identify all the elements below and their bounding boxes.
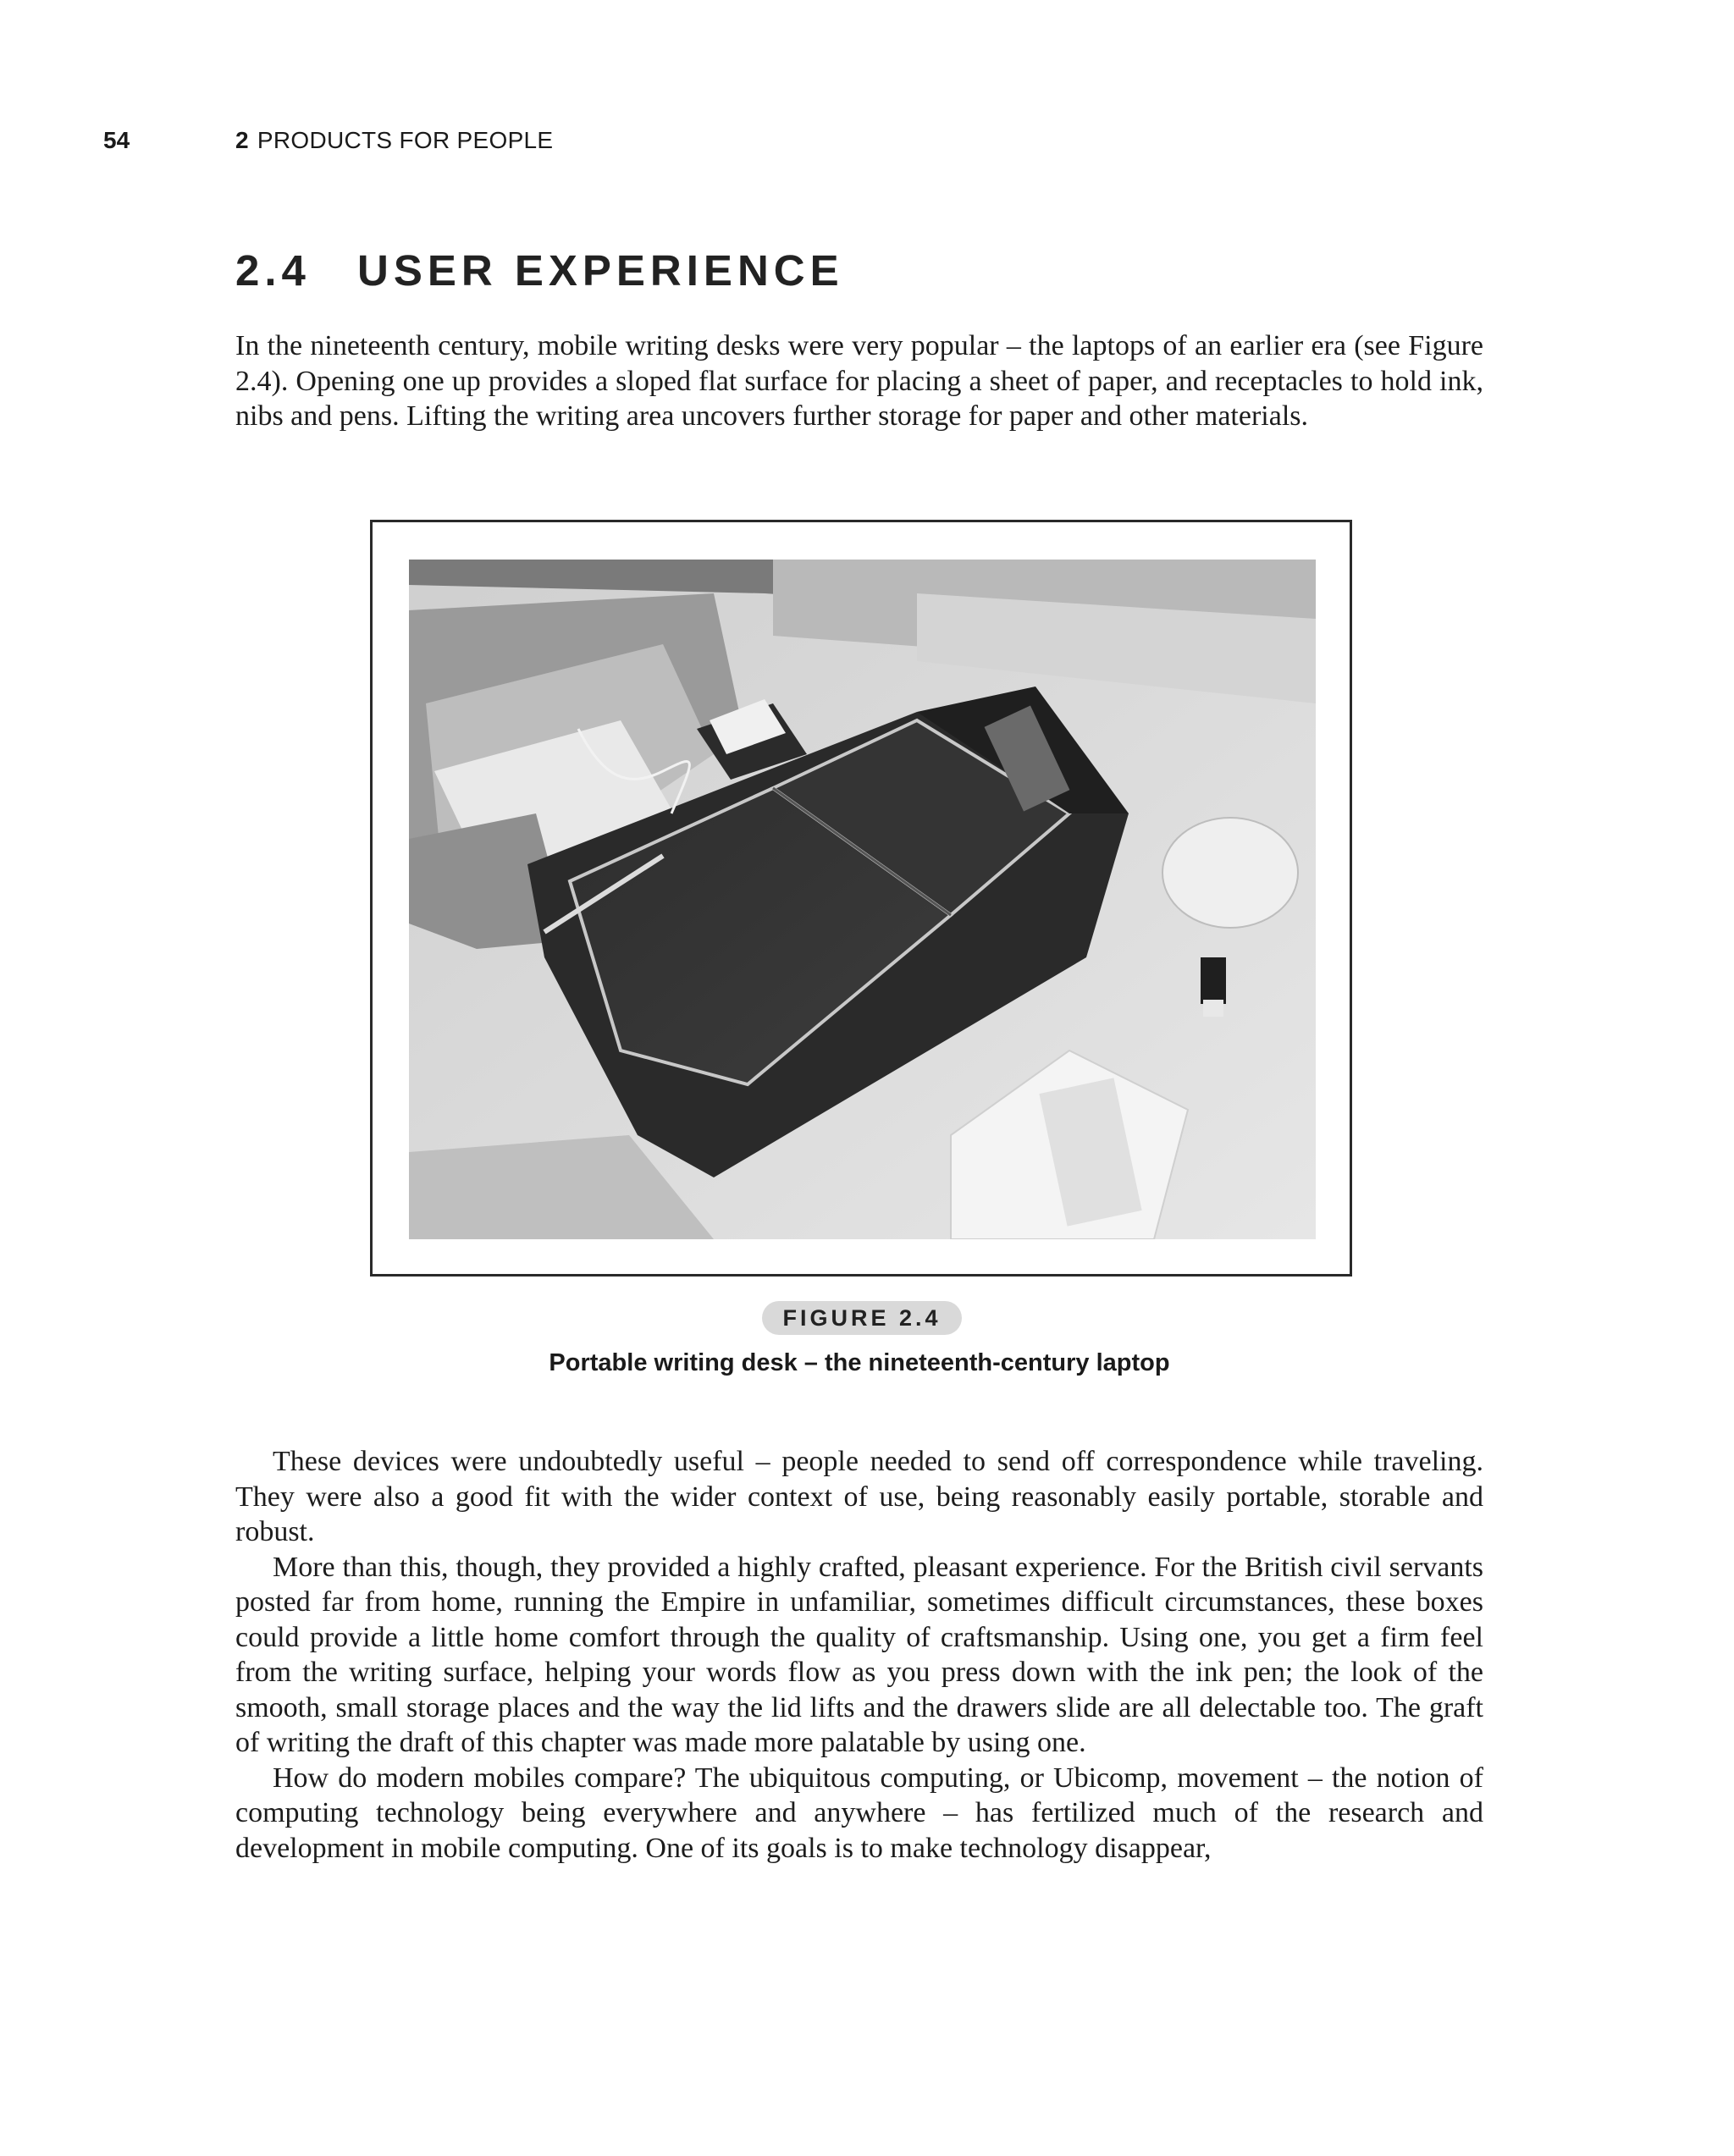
running-head [103,124,1543,157]
section-heading [235,244,844,298]
chapter-title: PRODUCTS FOR PEOPLE [257,127,554,153]
chapter-number: 2 [235,127,249,153]
intro-text [235,328,1483,434]
body-text [235,1444,1483,1866]
section-number: 2.4 [235,246,311,295]
intro-paragraph: In the nineteenth century, mobile writing desks were very popular – the laptops of an earlier era (see Figure 2.4). Opening one up provides a sloped flat surface for placing a sheet of paper, and receptacles to hold ink, nibs and pens. Lifting the writing area uncovers further storage for paper and other materials. [235,330,1483,432]
figure-frame [370,520,1352,1277]
figure-label: FIGURE 2.4 [762,1301,962,1335]
body-paragraph: How do modern mobiles compare? The ubiquitous computing, or Ubicomp, movement – the notion of computing technology being everywhere and anywhere – has fertilized much of the research and development in mobile computing. One of its goals is to make technology disappear, [235,1762,1483,1864]
figure-caption: Portable writing desk – the nineteenth-century laptop [549,1349,1170,1376]
writing-desk-photo [409,560,1316,1239]
page-number: 54 [103,127,130,153]
chapter-heading [235,124,553,157]
body-paragraph: More than this, though, they provided a highly crafted, pleasant experience. For the British civil servants posted far from home, running the Empire in unfamiliar, sometimes difficult circumstances, these boxes could provide a little home comfort through the quality of craftsmanship. Using one, you get a firm feel from the writing surface, helping your words flow as you press down with the ink pen; the look of the smooth, small storage places and the way the lid lifts and the drawers slide are all delectable too. The graft of writing the draft of this chapter was made more palatable by using one. [235,1551,1483,1758]
body-paragraph: These devices were undoubtedly useful – people needed to send off correspondence while traveling. They were also a good fit with the wider context of use, being reasonably easily portable, storable and robust. [235,1446,1483,1547]
section-title: USER EXPERIENCE [357,246,844,295]
